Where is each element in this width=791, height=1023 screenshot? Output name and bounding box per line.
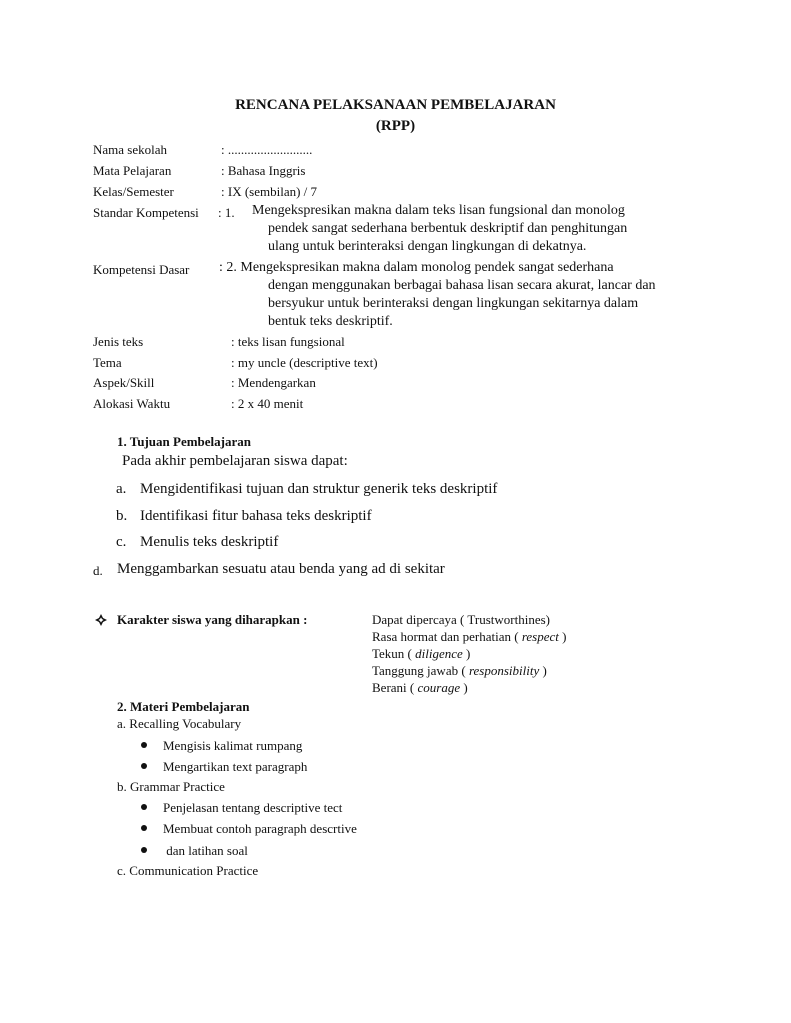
bullet-icon <box>141 825 147 831</box>
materials-heading: 2. Materi Pembelajaran <box>117 699 250 714</box>
theme-value: : my uncle (descriptive text) <box>231 355 378 370</box>
materials-a-item-1: Mengisis kalimat rumpang <box>163 738 303 753</box>
theme-label: Tema <box>93 355 122 370</box>
competency-standard-line-2: pendek sangat sederhana berbentuk deskriptif dan penghitungan <box>268 221 628 236</box>
document-title: RENCANA PELAKSANAAN PEMBELAJARAN <box>235 97 556 113</box>
materials-c-label: c. Communication Practice <box>117 863 259 878</box>
class-label: Kelas/Semester <box>93 184 174 199</box>
character-item-4-text: Tanggung jawab ( <box>372 663 469 678</box>
character-item-3 <box>372 646 470 662</box>
objective-c-marker: c. <box>116 534 127 550</box>
objective-c: Menulis teks deskriptif <box>140 534 279 550</box>
character-item-2-term: respect <box>521 629 559 644</box>
basic-competency-line-1: : 2. Mengekspresikan makna dalam monolog pendek sangat sederhana <box>219 260 614 275</box>
time-label: Alokasi Waktu <box>93 396 171 411</box>
objective-b-marker: b. <box>116 508 128 524</box>
materials-b-item-1: Penjelasan tentang descriptive tect <box>163 800 343 815</box>
basic-competency-line-4: bentuk teks deskriptif. <box>268 314 393 329</box>
basic-competency-line-3: bersyukur untuk berinteraksi dengan lingkungan sekitarnya dalam <box>268 296 639 311</box>
subject-value: : Bahasa Inggris <box>221 163 306 178</box>
basic-competency-label: Kompetensi Dasar <box>93 262 190 277</box>
objectives-intro: Pada akhir pembelajaran siswa dapat: <box>122 453 348 469</box>
character-item-5 <box>372 680 468 696</box>
character-item-4 <box>372 663 547 679</box>
objectives-heading: 1. Tujuan Pembelajaran <box>117 434 251 449</box>
school-value: : .......................... <box>221 142 313 157</box>
objective-b: Identifikasi fitur bahasa teks deskriptif <box>140 508 372 524</box>
character-item-2 <box>372 629 566 645</box>
school-label: Nama sekolah <box>93 142 168 157</box>
diamond-bullet-icon <box>95 614 107 626</box>
competency-standard-line-1: Mengekspresikan makna dalam teks lisan fungsional dan monolog <box>252 203 625 218</box>
bullet-icon <box>141 847 147 853</box>
class-value: : IX (sembilan) / 7 <box>221 184 318 199</box>
materials-a-label: a. Recalling Vocabulary <box>117 716 242 731</box>
character-item-5-term: courage <box>417 680 461 695</box>
materials-b-item-3: dan latihan soal <box>163 843 248 858</box>
materials-a-item-2: Mengartikan text paragraph <box>163 759 308 774</box>
objective-d-marker: d. <box>93 563 103 578</box>
bullet-icon <box>141 742 147 748</box>
objective-a: Mengidentifikasi tujuan dan struktur generik teks deskriptif <box>140 481 498 497</box>
character-item-4-term: responsibility <box>468 663 540 678</box>
bullet-icon <box>141 804 147 810</box>
character-item-3-close: ) <box>462 646 471 661</box>
character-item-4-close: ) <box>539 663 547 678</box>
skill-label: Aspek/Skill <box>93 375 155 390</box>
skill-value: : Mendengarkan <box>231 375 316 390</box>
character-label: Karakter siswa yang diharapkan : <box>117 612 308 627</box>
document-subtitle <box>0 118 791 135</box>
competency-standard-label: Standar Kompetensi <box>93 205 199 220</box>
character-item-1: Dapat dipercaya ( Trustworthines) <box>372 612 550 627</box>
objective-d: Menggambarkan sesuatu atau benda yang ad di sekitar <box>117 561 445 577</box>
character-item-3-term: diligence <box>415 646 463 661</box>
character-item-5-text: Berani ( <box>372 680 418 695</box>
subject-label: Mata Pelajaran <box>93 163 172 178</box>
time-value: : 2 x 40 menit <box>231 396 304 411</box>
subtitle-text: (RPP) <box>375 118 416 134</box>
text-type-label: Jenis teks <box>93 334 144 349</box>
character-item-5-close: ) <box>460 680 468 695</box>
character-item-2-text: Rasa hormat dan perhatian ( <box>372 629 522 644</box>
materials-b-label: b. Grammar Practice <box>117 779 225 794</box>
bullet-icon <box>141 763 147 769</box>
competency-standard-number: : 1. <box>218 205 235 220</box>
character-item-3-text: Tekun ( <box>372 646 416 661</box>
character-item-2-close: ) <box>558 629 567 644</box>
materials-b-item-2: Membuat contoh paragraph descrtive <box>163 821 357 836</box>
text-type-value: : teks lisan fungsional <box>231 334 345 349</box>
objective-a-marker: a. <box>116 481 127 497</box>
competency-standard-line-3: ulang untuk berinteraksi dengan lingkungan di dekatnya. <box>268 239 587 254</box>
basic-competency-line-2: dengan menggunakan berbagai bahasa lisan secara akurat, lancar dan <box>268 278 656 293</box>
